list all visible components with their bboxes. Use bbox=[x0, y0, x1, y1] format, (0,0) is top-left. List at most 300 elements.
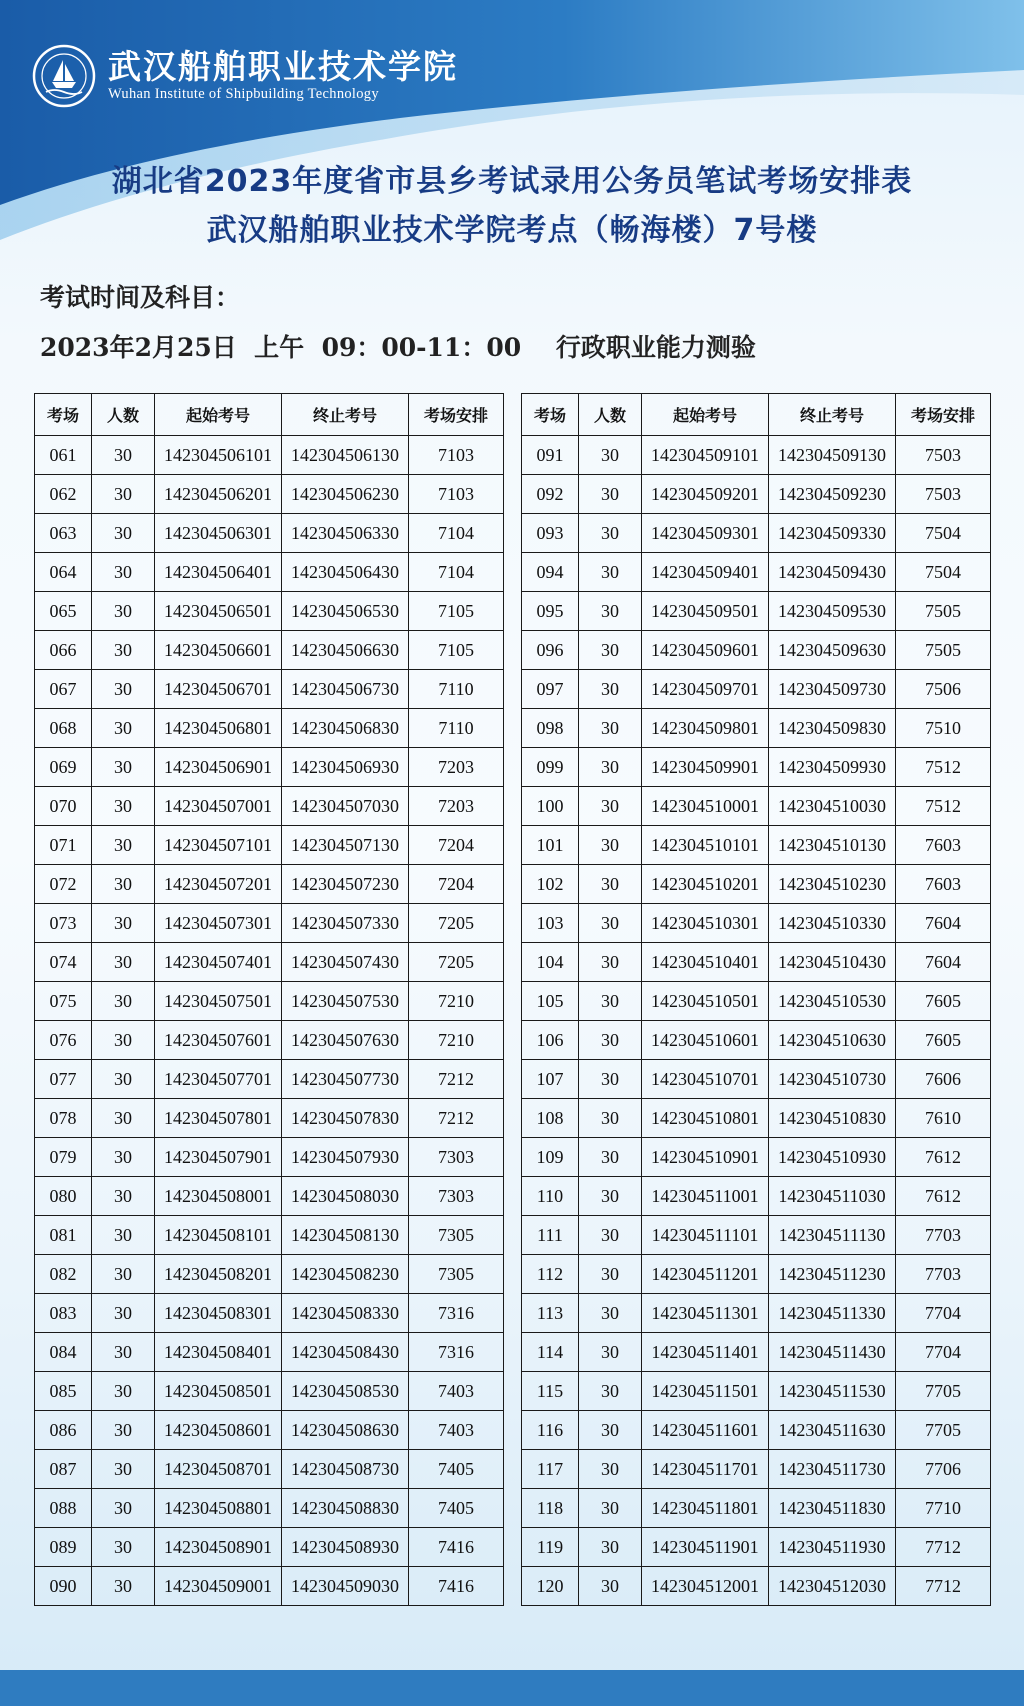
end-number-cell: 142304508030 bbox=[282, 1177, 409, 1216]
exam-room-cell: 118 bbox=[522, 1489, 579, 1528]
start-number-cell: 142304511601 bbox=[642, 1411, 769, 1450]
headcount-cell: 30 bbox=[579, 514, 642, 553]
headcount-cell: 30 bbox=[92, 943, 155, 982]
end-number-cell: 142304509130 bbox=[769, 436, 896, 475]
header-exam-room: 考场 bbox=[522, 394, 579, 436]
end-number-cell: 142304506630 bbox=[282, 631, 409, 670]
end-number-cell: 142304507230 bbox=[282, 865, 409, 904]
exam-room-cell: 075 bbox=[35, 982, 92, 1021]
room-arrangement-cell: 7203 bbox=[409, 748, 504, 787]
end-number-cell: 142304509530 bbox=[769, 592, 896, 631]
start-number-cell: 142304509701 bbox=[642, 670, 769, 709]
room-arrangement-cell: 7503 bbox=[896, 475, 991, 514]
headcount-cell: 30 bbox=[92, 1216, 155, 1255]
end-number-cell: 142304506430 bbox=[282, 553, 409, 592]
end-number-cell: 142304511230 bbox=[769, 1255, 896, 1294]
page-subtitle: 武汉船舶职业技术学院考点（畅海楼）7号楼 bbox=[206, 213, 818, 248]
headcount-cell: 30 bbox=[92, 982, 155, 1021]
room-arrangement-cell: 7305 bbox=[409, 1216, 504, 1255]
room-arrangement-cell: 7504 bbox=[896, 514, 991, 553]
exam-room-cell: 071 bbox=[35, 826, 92, 865]
start-number-cell: 142304510601 bbox=[642, 1021, 769, 1060]
table-row bbox=[522, 1021, 991, 1060]
exam-room-cell: 114 bbox=[522, 1333, 579, 1372]
schedule-table-left bbox=[34, 393, 504, 1606]
table-row bbox=[35, 826, 504, 865]
start-number-cell: 142304507401 bbox=[155, 943, 282, 982]
headcount-cell: 30 bbox=[92, 748, 155, 787]
table-row bbox=[522, 1060, 991, 1099]
exam-room-cell: 080 bbox=[35, 1177, 92, 1216]
headcount-cell: 30 bbox=[92, 1372, 155, 1411]
exam-room-cell: 081 bbox=[35, 1216, 92, 1255]
start-number-cell: 142304506301 bbox=[155, 514, 282, 553]
headcount-cell: 30 bbox=[579, 1372, 642, 1411]
exam-room-cell: 120 bbox=[522, 1567, 579, 1606]
table-row bbox=[522, 1567, 991, 1606]
headcount-cell: 30 bbox=[92, 1489, 155, 1528]
table-row bbox=[35, 1528, 504, 1567]
end-number-cell: 142304511030 bbox=[769, 1177, 896, 1216]
exam-room-cell: 083 bbox=[35, 1294, 92, 1333]
headcount-cell: 30 bbox=[579, 436, 642, 475]
headcount-cell: 30 bbox=[579, 1411, 642, 1450]
headcount-cell: 30 bbox=[92, 787, 155, 826]
start-number-cell: 142304508401 bbox=[155, 1333, 282, 1372]
start-number-cell: 142304511901 bbox=[642, 1528, 769, 1567]
room-arrangement-cell: 7706 bbox=[896, 1450, 991, 1489]
start-number-cell: 142304511701 bbox=[642, 1450, 769, 1489]
end-number-cell: 142304508930 bbox=[282, 1528, 409, 1567]
table-row bbox=[35, 1567, 504, 1606]
table-header-row bbox=[522, 394, 991, 436]
exam-room-cell: 108 bbox=[522, 1099, 579, 1138]
exam-room-cell: 107 bbox=[522, 1060, 579, 1099]
exam-room-cell: 066 bbox=[35, 631, 92, 670]
end-number-cell: 142304507330 bbox=[282, 904, 409, 943]
table-row bbox=[35, 1021, 504, 1060]
start-number-cell: 142304508201 bbox=[155, 1255, 282, 1294]
exam-room-cell: 070 bbox=[35, 787, 92, 826]
end-number-cell: 142304511330 bbox=[769, 1294, 896, 1333]
end-number-cell: 142304508330 bbox=[282, 1294, 409, 1333]
start-number-cell: 142304509501 bbox=[642, 592, 769, 631]
end-number-cell: 142304510030 bbox=[769, 787, 896, 826]
exam-room-cell: 061 bbox=[35, 436, 92, 475]
headcount-cell: 30 bbox=[579, 787, 642, 826]
headcount-cell: 30 bbox=[92, 1333, 155, 1372]
start-number-cell: 142304509401 bbox=[642, 553, 769, 592]
end-number-cell: 142304509230 bbox=[769, 475, 896, 514]
exam-room-cell: 111 bbox=[522, 1216, 579, 1255]
header-exam-room: 考场 bbox=[35, 394, 92, 436]
headcount-cell: 30 bbox=[92, 1177, 155, 1216]
start-number-cell: 142304507301 bbox=[155, 904, 282, 943]
headcount-cell: 30 bbox=[92, 826, 155, 865]
exam-time-subject: 2023年2月25日 上午 09：00-11：00 行政职业能力测验 bbox=[40, 333, 756, 362]
room-arrangement-cell: 7605 bbox=[896, 1021, 991, 1060]
headcount-cell: 30 bbox=[579, 592, 642, 631]
room-arrangement-cell: 7203 bbox=[409, 787, 504, 826]
table-row bbox=[522, 943, 991, 982]
end-number-cell: 142304510730 bbox=[769, 1060, 896, 1099]
headcount-cell: 30 bbox=[579, 670, 642, 709]
start-number-cell: 142304511401 bbox=[642, 1333, 769, 1372]
start-number-cell: 142304510101 bbox=[642, 826, 769, 865]
end-number-cell: 142304510830 bbox=[769, 1099, 896, 1138]
room-arrangement-cell: 7210 bbox=[409, 982, 504, 1021]
start-number-cell: 142304506701 bbox=[155, 670, 282, 709]
room-arrangement-cell: 7612 bbox=[896, 1138, 991, 1177]
end-number-cell: 142304511930 bbox=[769, 1528, 896, 1567]
room-arrangement-cell: 7405 bbox=[409, 1450, 504, 1489]
start-number-cell: 142304510001 bbox=[642, 787, 769, 826]
exam-room-cell: 115 bbox=[522, 1372, 579, 1411]
table-row bbox=[35, 514, 504, 553]
table-row bbox=[522, 865, 991, 904]
end-number-cell: 142304510330 bbox=[769, 904, 896, 943]
exam-room-cell: 101 bbox=[522, 826, 579, 865]
header-headcount: 人数 bbox=[579, 394, 642, 436]
start-number-cell: 142304507801 bbox=[155, 1099, 282, 1138]
table-row bbox=[35, 1372, 504, 1411]
exam-room-cell: 104 bbox=[522, 943, 579, 982]
table-row bbox=[35, 553, 504, 592]
room-arrangement-cell: 7210 bbox=[409, 1021, 504, 1060]
headcount-cell: 30 bbox=[92, 592, 155, 631]
exam-room-cell: 084 bbox=[35, 1333, 92, 1372]
headcount-cell: 30 bbox=[92, 1255, 155, 1294]
table-row bbox=[35, 1294, 504, 1333]
exam-room-cell: 088 bbox=[35, 1489, 92, 1528]
start-number-cell: 142304510501 bbox=[642, 982, 769, 1021]
end-number-cell: 142304510530 bbox=[769, 982, 896, 1021]
headcount-cell: 30 bbox=[579, 1216, 642, 1255]
headcount-cell: 30 bbox=[579, 1021, 642, 1060]
headcount-cell: 30 bbox=[579, 943, 642, 982]
start-number-cell: 142304508301 bbox=[155, 1294, 282, 1333]
headcount-cell: 30 bbox=[92, 553, 155, 592]
exam-room-cell: 068 bbox=[35, 709, 92, 748]
headcount-cell: 30 bbox=[579, 1255, 642, 1294]
exam-room-cell: 103 bbox=[522, 904, 579, 943]
exam-room-cell: 096 bbox=[522, 631, 579, 670]
end-number-cell: 142304512030 bbox=[769, 1567, 896, 1606]
exam-room-cell: 079 bbox=[35, 1138, 92, 1177]
table-row bbox=[35, 592, 504, 631]
headcount-cell: 30 bbox=[92, 1528, 155, 1567]
start-number-cell: 142304508601 bbox=[155, 1411, 282, 1450]
room-arrangement-cell: 7103 bbox=[409, 436, 504, 475]
exam-room-cell: 097 bbox=[522, 670, 579, 709]
end-number-cell: 142304506730 bbox=[282, 670, 409, 709]
exam-room-cell: 102 bbox=[522, 865, 579, 904]
ship-emblem-icon bbox=[32, 44, 96, 108]
headcount-cell: 30 bbox=[579, 1528, 642, 1567]
room-arrangement-cell: 7305 bbox=[409, 1255, 504, 1294]
table-row bbox=[522, 826, 991, 865]
start-number-cell: 142304507101 bbox=[155, 826, 282, 865]
exam-room-cell: 072 bbox=[35, 865, 92, 904]
start-number-cell: 142304507201 bbox=[155, 865, 282, 904]
start-number-cell: 142304508501 bbox=[155, 1372, 282, 1411]
header-end-number: 终止考号 bbox=[769, 394, 896, 436]
room-arrangement-cell: 7604 bbox=[896, 904, 991, 943]
table-row bbox=[522, 670, 991, 709]
end-number-cell: 142304508730 bbox=[282, 1450, 409, 1489]
room-arrangement-cell: 7712 bbox=[896, 1567, 991, 1606]
room-arrangement-cell: 7610 bbox=[896, 1099, 991, 1138]
start-number-cell: 142304506401 bbox=[155, 553, 282, 592]
room-arrangement-cell: 7104 bbox=[409, 553, 504, 592]
exam-room-cell: 100 bbox=[522, 787, 579, 826]
headcount-cell: 30 bbox=[579, 748, 642, 787]
table-row bbox=[35, 1138, 504, 1177]
end-number-cell: 142304510130 bbox=[769, 826, 896, 865]
table-row bbox=[522, 1489, 991, 1528]
start-number-cell: 142304510801 bbox=[642, 1099, 769, 1138]
start-number-cell: 142304510901 bbox=[642, 1138, 769, 1177]
end-number-cell: 142304506130 bbox=[282, 436, 409, 475]
start-number-cell: 142304511201 bbox=[642, 1255, 769, 1294]
start-number-cell: 142304507701 bbox=[155, 1060, 282, 1099]
end-number-cell: 142304507630 bbox=[282, 1021, 409, 1060]
end-number-cell: 142304508230 bbox=[282, 1255, 409, 1294]
table-row bbox=[522, 1411, 991, 1450]
end-number-cell: 142304506530 bbox=[282, 592, 409, 631]
exam-room-cell: 069 bbox=[35, 748, 92, 787]
room-arrangement-cell: 7403 bbox=[409, 1411, 504, 1450]
start-number-cell: 142304512001 bbox=[642, 1567, 769, 1606]
end-number-cell: 142304507830 bbox=[282, 1099, 409, 1138]
header-end-number: 终止考号 bbox=[282, 394, 409, 436]
start-number-cell: 142304510401 bbox=[642, 943, 769, 982]
room-arrangement-cell: 7416 bbox=[409, 1567, 504, 1606]
end-number-cell: 142304506230 bbox=[282, 475, 409, 514]
table-row bbox=[35, 670, 504, 709]
end-number-cell: 142304507030 bbox=[282, 787, 409, 826]
end-number-cell: 142304508830 bbox=[282, 1489, 409, 1528]
start-number-cell: 142304510701 bbox=[642, 1060, 769, 1099]
table-row bbox=[35, 943, 504, 982]
start-number-cell: 142304509301 bbox=[642, 514, 769, 553]
headcount-cell: 30 bbox=[92, 1294, 155, 1333]
end-number-cell: 142304508630 bbox=[282, 1411, 409, 1450]
room-arrangement-cell: 7503 bbox=[896, 436, 991, 475]
exam-room-cell: 062 bbox=[35, 475, 92, 514]
table-row bbox=[522, 475, 991, 514]
table-row bbox=[522, 1450, 991, 1489]
room-arrangement-cell: 7103 bbox=[409, 475, 504, 514]
table-row bbox=[522, 1177, 991, 1216]
room-arrangement-cell: 7405 bbox=[409, 1489, 504, 1528]
headcount-cell: 30 bbox=[92, 475, 155, 514]
start-number-cell: 142304507601 bbox=[155, 1021, 282, 1060]
header-room-arrangement: 考场安排 bbox=[409, 394, 504, 436]
start-number-cell: 142304506801 bbox=[155, 709, 282, 748]
room-arrangement-cell: 7205 bbox=[409, 904, 504, 943]
exam-room-cell: 095 bbox=[522, 592, 579, 631]
start-number-cell: 142304508901 bbox=[155, 1528, 282, 1567]
exam-room-cell: 073 bbox=[35, 904, 92, 943]
end-number-cell: 142304511830 bbox=[769, 1489, 896, 1528]
room-arrangement-cell: 7204 bbox=[409, 865, 504, 904]
end-number-cell: 142304509330 bbox=[769, 514, 896, 553]
end-number-cell: 142304510930 bbox=[769, 1138, 896, 1177]
end-number-cell: 142304511130 bbox=[769, 1216, 896, 1255]
headcount-cell: 30 bbox=[92, 1567, 155, 1606]
headcount-cell: 30 bbox=[579, 709, 642, 748]
table-row bbox=[35, 436, 504, 475]
exam-room-cell: 116 bbox=[522, 1411, 579, 1450]
headcount-cell: 30 bbox=[92, 1450, 155, 1489]
room-arrangement-cell: 7703 bbox=[896, 1216, 991, 1255]
room-arrangement-cell: 7506 bbox=[896, 670, 991, 709]
room-arrangement-cell: 7712 bbox=[896, 1528, 991, 1567]
headcount-cell: 30 bbox=[92, 709, 155, 748]
exam-room-cell: 090 bbox=[35, 1567, 92, 1606]
table-header-row bbox=[35, 394, 504, 436]
exam-room-cell: 091 bbox=[522, 436, 579, 475]
start-number-cell: 142304509101 bbox=[642, 436, 769, 475]
start-number-cell: 142304507501 bbox=[155, 982, 282, 1021]
table-row bbox=[522, 1216, 991, 1255]
end-number-cell: 142304511630 bbox=[769, 1411, 896, 1450]
table-row bbox=[35, 1450, 504, 1489]
end-number-cell: 142304509430 bbox=[769, 553, 896, 592]
table-row bbox=[522, 1099, 991, 1138]
table-row bbox=[35, 748, 504, 787]
table-row bbox=[522, 592, 991, 631]
table-row bbox=[35, 904, 504, 943]
start-number-cell: 142304509001 bbox=[155, 1567, 282, 1606]
table-row bbox=[522, 1372, 991, 1411]
headcount-cell: 30 bbox=[579, 1489, 642, 1528]
headcount-cell: 30 bbox=[92, 436, 155, 475]
headcount-cell: 30 bbox=[579, 1567, 642, 1606]
start-number-cell: 142304509901 bbox=[642, 748, 769, 787]
table-row bbox=[35, 865, 504, 904]
room-arrangement-cell: 7110 bbox=[409, 709, 504, 748]
room-arrangement-cell: 7612 bbox=[896, 1177, 991, 1216]
table-row bbox=[522, 787, 991, 826]
end-number-cell: 142304506930 bbox=[282, 748, 409, 787]
exam-room-cell: 119 bbox=[522, 1528, 579, 1567]
start-number-cell: 142304508001 bbox=[155, 1177, 282, 1216]
table-row bbox=[35, 1411, 504, 1450]
start-number-cell: 142304506201 bbox=[155, 475, 282, 514]
headcount-cell: 30 bbox=[92, 514, 155, 553]
exam-room-cell: 063 bbox=[35, 514, 92, 553]
end-number-cell: 142304509030 bbox=[282, 1567, 409, 1606]
table-row bbox=[35, 982, 504, 1021]
exam-room-cell: 106 bbox=[522, 1021, 579, 1060]
headcount-cell: 30 bbox=[579, 1450, 642, 1489]
exam-room-cell: 093 bbox=[522, 514, 579, 553]
table-row bbox=[522, 1255, 991, 1294]
exam-room-cell: 077 bbox=[35, 1060, 92, 1099]
headcount-cell: 30 bbox=[579, 475, 642, 514]
table-row bbox=[35, 1333, 504, 1372]
table-row bbox=[35, 709, 504, 748]
start-number-cell: 142304509201 bbox=[642, 475, 769, 514]
exam-room-cell: 117 bbox=[522, 1450, 579, 1489]
end-number-cell: 142304510430 bbox=[769, 943, 896, 982]
headcount-cell: 30 bbox=[579, 982, 642, 1021]
start-number-cell: 142304510201 bbox=[642, 865, 769, 904]
end-number-cell: 142304507730 bbox=[282, 1060, 409, 1099]
room-arrangement-cell: 7704 bbox=[896, 1333, 991, 1372]
exam-room-cell: 109 bbox=[522, 1138, 579, 1177]
start-number-cell: 142304506901 bbox=[155, 748, 282, 787]
exam-room-cell: 105 bbox=[522, 982, 579, 1021]
table-row bbox=[35, 1255, 504, 1294]
room-arrangement-cell: 7504 bbox=[896, 553, 991, 592]
end-number-cell: 142304506330 bbox=[282, 514, 409, 553]
room-arrangement-cell: 7705 bbox=[896, 1372, 991, 1411]
headcount-cell: 30 bbox=[92, 1060, 155, 1099]
start-number-cell: 142304509801 bbox=[642, 709, 769, 748]
room-arrangement-cell: 7110 bbox=[409, 670, 504, 709]
end-number-cell: 142304508130 bbox=[282, 1216, 409, 1255]
room-arrangement-cell: 7403 bbox=[409, 1372, 504, 1411]
headcount-cell: 30 bbox=[579, 1099, 642, 1138]
exam-room-cell: 065 bbox=[35, 592, 92, 631]
room-arrangement-cell: 7603 bbox=[896, 865, 991, 904]
room-arrangement-cell: 7512 bbox=[896, 748, 991, 787]
headcount-cell: 30 bbox=[92, 1411, 155, 1450]
logo-chinese-name: 武汉船舶职业技术学院 bbox=[108, 47, 458, 86]
room-arrangement-cell: 7105 bbox=[409, 631, 504, 670]
table-row bbox=[522, 514, 991, 553]
headcount-cell: 30 bbox=[579, 826, 642, 865]
table-row bbox=[35, 1489, 504, 1528]
logo-english-name: Wuhan Institute of Shipbuilding Technology bbox=[108, 86, 379, 102]
page-title: 湖北省2023年度省市县乡考试录用公务员笔试考场安排表 bbox=[111, 164, 913, 199]
end-number-cell: 142304506830 bbox=[282, 709, 409, 748]
room-arrangement-cell: 7603 bbox=[896, 826, 991, 865]
exam-info-label: 考试时间及科目： bbox=[40, 283, 241, 312]
room-arrangement-cell: 7303 bbox=[409, 1177, 504, 1216]
table-body bbox=[35, 436, 504, 1606]
headcount-cell: 30 bbox=[92, 904, 155, 943]
start-number-cell: 142304509601 bbox=[642, 631, 769, 670]
end-number-cell: 142304509830 bbox=[769, 709, 896, 748]
headcount-cell: 30 bbox=[579, 631, 642, 670]
start-number-cell: 142304508101 bbox=[155, 1216, 282, 1255]
end-number-cell: 142304510230 bbox=[769, 865, 896, 904]
exam-room-cell: 094 bbox=[522, 553, 579, 592]
table-body bbox=[522, 436, 991, 1606]
exam-room-cell: 067 bbox=[35, 670, 92, 709]
exam-room-cell: 085 bbox=[35, 1372, 92, 1411]
headcount-cell: 30 bbox=[579, 1177, 642, 1216]
headcount-cell: 30 bbox=[92, 1021, 155, 1060]
exam-room-cell: 092 bbox=[522, 475, 579, 514]
room-arrangement-cell: 7212 bbox=[409, 1099, 504, 1138]
exam-room-cell: 078 bbox=[35, 1099, 92, 1138]
room-arrangement-cell: 7703 bbox=[896, 1255, 991, 1294]
headcount-cell: 30 bbox=[92, 670, 155, 709]
exam-room-cell: 086 bbox=[35, 1411, 92, 1450]
schedule-table-right bbox=[521, 393, 991, 1606]
headcount-cell: 30 bbox=[579, 865, 642, 904]
table-row bbox=[522, 748, 991, 787]
start-number-cell: 142304508801 bbox=[155, 1489, 282, 1528]
end-number-cell: 142304508530 bbox=[282, 1372, 409, 1411]
table-row bbox=[35, 631, 504, 670]
exam-room-cell: 113 bbox=[522, 1294, 579, 1333]
